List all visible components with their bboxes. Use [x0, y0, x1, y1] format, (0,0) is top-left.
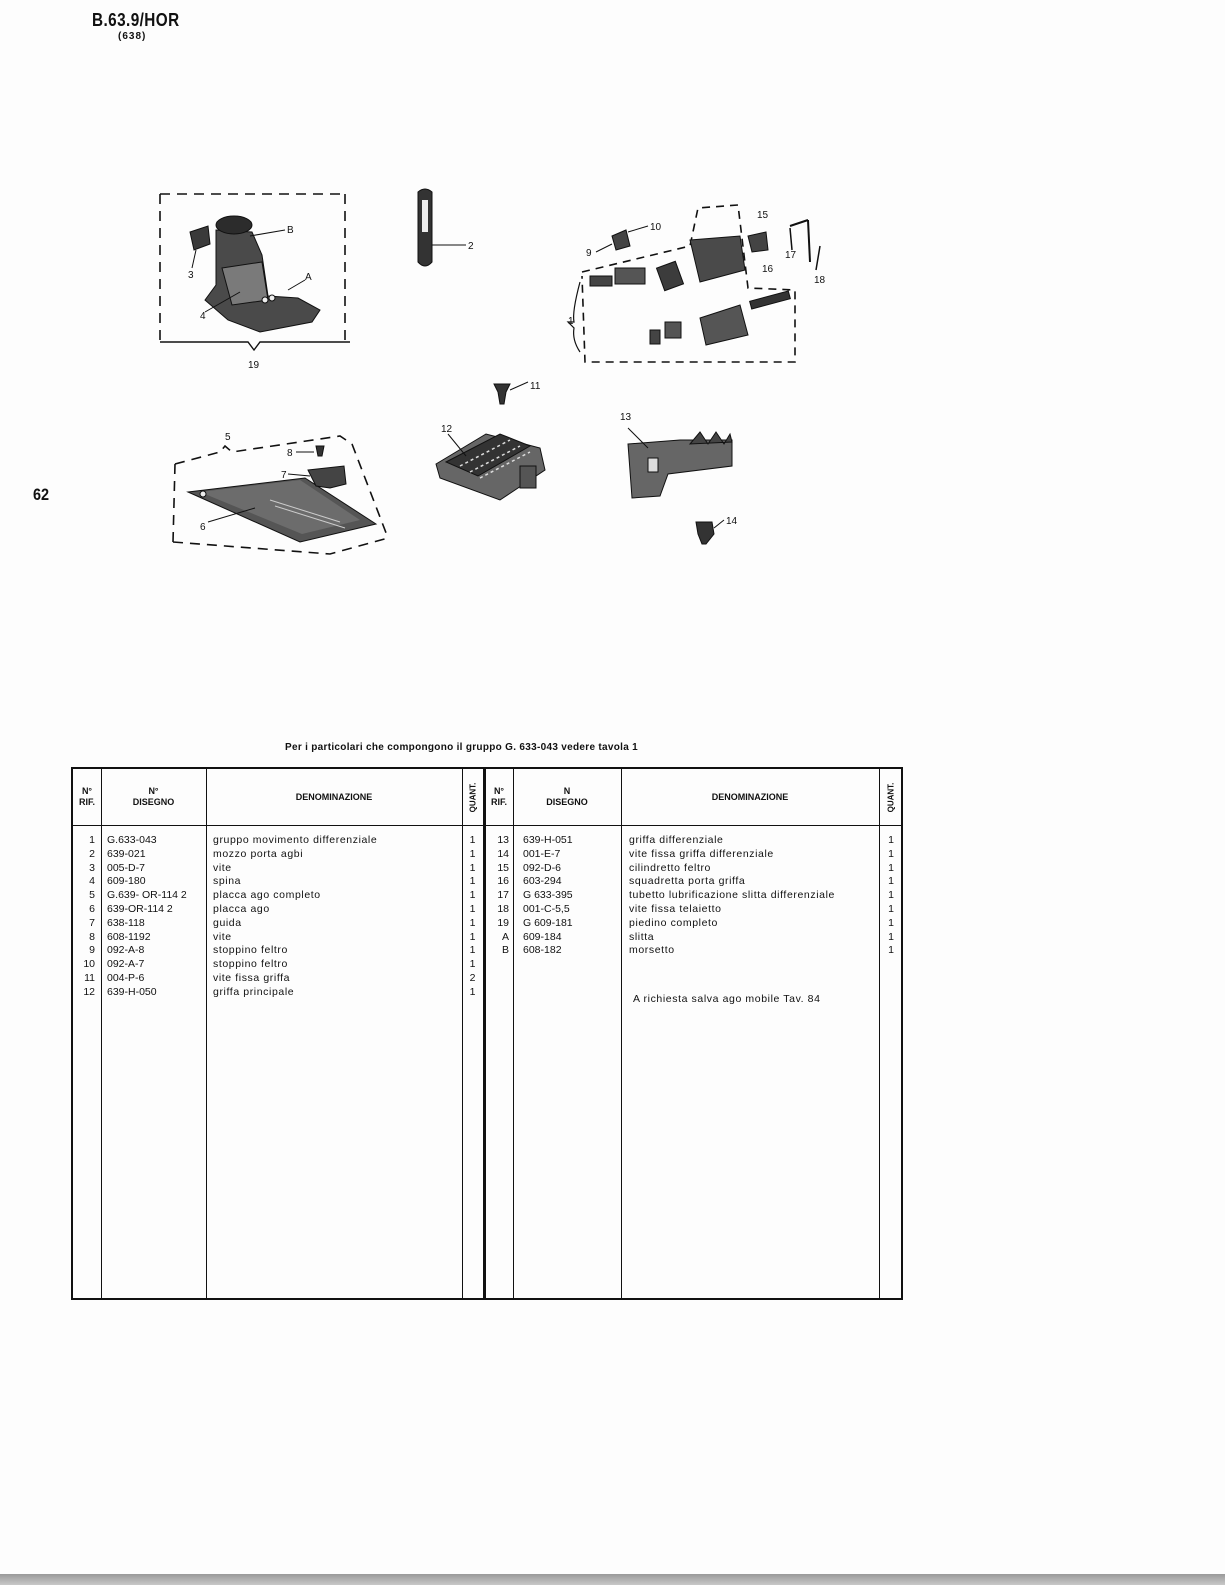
header-disegno-line2: DISEGNO	[546, 797, 588, 807]
cell-qty: 1	[469, 847, 476, 860]
callout-A: A	[305, 272, 312, 283]
callout-16: 16	[762, 264, 774, 275]
cell-desc: slitta	[629, 930, 655, 943]
table-note: Per i particolari che compongono il gruppo G. 633-043 vedere tavola 1	[285, 742, 639, 753]
cell-disegno: 001-C-5,5	[523, 903, 570, 915]
differential-movement-assembly	[568, 205, 820, 362]
header-disegno-line1: N°	[148, 786, 159, 796]
cell-desc: vite fissa griffa differenziale	[629, 847, 774, 860]
callout-7: 7	[281, 470, 287, 481]
cell-rif: 14	[497, 847, 509, 860]
cell-desc: tubetto lubrificazione slitta differenziale	[629, 889, 835, 902]
cell-qty: 1	[888, 889, 894, 902]
header-denominazione-left	[206, 769, 462, 825]
cell-desc: griffa differenziale	[629, 834, 724, 846]
cell-rif: 4	[89, 875, 95, 888]
header-denominazione-right	[621, 769, 879, 825]
extra-note: A richiesta salva ago mobile Tav. 84	[633, 993, 821, 1005]
header-denominazione-text: DENOMINAZIONE	[295, 791, 373, 802]
callout-14: 14	[726, 516, 738, 527]
cell-rif: 15	[497, 861, 509, 874]
cell-disegno: 092-A-8	[107, 944, 145, 957]
cell-rif: 12	[83, 985, 95, 998]
header-rif-line2: RIF.	[490, 797, 507, 807]
header-disegno-line2: DISEGNO	[132, 797, 175, 807]
cell-desc: vite	[213, 930, 232, 943]
cell-desc: griffa principale	[213, 985, 295, 998]
cell-desc: placca ago completo	[213, 889, 321, 902]
cell-disegno: 639-H-050	[107, 985, 157, 998]
cell-desc: vite	[213, 861, 232, 874]
cell-rif: B	[501, 944, 509, 957]
cell-rif: 10	[83, 958, 95, 971]
header-rif-line2: RIF.	[78, 797, 95, 807]
cell-qty: 1	[469, 861, 476, 874]
cell-rif: 5	[89, 889, 95, 902]
cell-rif: 16	[497, 875, 509, 888]
cell-disegno: 608-182	[523, 944, 562, 957]
cell-qty: 1	[469, 834, 476, 846]
header-disegno-right	[513, 769, 621, 825]
cell-desc: vite fissa telaietto	[629, 903, 722, 915]
callout-10: 10	[650, 222, 662, 233]
needle-holder-part	[418, 189, 466, 266]
cell-disegno: 639-021	[107, 847, 146, 860]
header-rif-right	[485, 769, 513, 825]
callout-1: 1	[568, 316, 574, 327]
cell-desc: gruppo movimento differenziale	[213, 834, 378, 846]
header-rif-left	[73, 769, 101, 825]
differential-screw-part	[696, 520, 724, 544]
cell-disegno: 609-184	[523, 930, 562, 943]
cell-rif: 1	[89, 834, 95, 846]
cell-qty: 1	[469, 903, 476, 915]
model-code: B.63.9/HOR	[92, 10, 180, 30]
cell-disegno: 639-OR-114 2	[107, 903, 173, 915]
cell-disegno: 608-1192	[107, 930, 151, 943]
cell-desc: mozzo porta agbi	[213, 847, 304, 860]
cell-qty: 1	[469, 985, 476, 998]
cell-rif: 11	[84, 972, 95, 984]
cell-qty: 1	[888, 847, 894, 860]
callout-17: 17	[785, 250, 797, 261]
cell-rif: 9	[89, 944, 95, 957]
cell-desc: vite fissa griffa	[213, 972, 291, 984]
cell-disegno: 092-D-6	[523, 861, 561, 874]
callout-9: 9	[586, 248, 592, 259]
cell-desc: guida	[213, 916, 242, 929]
cell-rif: 19	[497, 916, 509, 929]
cell-qty: 1	[469, 958, 476, 971]
header-divider	[73, 825, 901, 826]
callout-3: 3	[188, 270, 194, 281]
callout-5: 5	[225, 432, 231, 443]
header-rif-line1: N°	[493, 786, 505, 796]
cell-qty: 1	[469, 930, 476, 943]
header-quant-left	[462, 773, 483, 821]
cell-disegno: 001-E-7	[523, 847, 561, 860]
callout-2: 2	[468, 241, 474, 252]
parts-diagram	[0, 0, 1225, 700]
cell-rif: 7	[89, 916, 95, 929]
cell-rif: 18	[497, 903, 509, 915]
cell-desc: placca ago	[213, 903, 270, 915]
callout-12: 12	[441, 424, 453, 435]
cell-disegno: G 633-395	[523, 889, 573, 902]
scan-edge-bar	[0, 1574, 1225, 1585]
cell-disegno: G.639- OR-114 2	[107, 889, 187, 902]
cell-disegno: 005-D-7	[107, 861, 145, 874]
cell-disegno: 639-H-051	[523, 834, 573, 846]
cell-desc: squadretta porta griffa	[629, 875, 746, 888]
cell-disegno: 603-294	[523, 875, 562, 888]
cell-desc: stoppino feltro	[213, 958, 288, 971]
cell-qty: 1	[469, 875, 476, 888]
cell-qty: 2	[469, 972, 476, 984]
cell-qty: 1	[469, 944, 476, 957]
cell-qty: 1	[888, 875, 894, 888]
cell-disegno: 609-180	[107, 875, 146, 888]
cell-desc: morsetto	[629, 944, 675, 957]
differential-feed-dog-part	[628, 428, 732, 498]
cell-qty: 1	[888, 916, 894, 929]
callout-19: 19	[248, 360, 260, 371]
header-rif-line1: N°	[81, 786, 93, 796]
callout-11: 11	[530, 381, 541, 392]
cell-qty: 1	[888, 930, 894, 943]
callout-B: B	[287, 225, 294, 236]
cell-disegno: 004-P-6	[107, 972, 145, 984]
cell-qty: 1	[469, 916, 476, 929]
cell-qty: 1	[888, 861, 894, 874]
callout-6: 6	[200, 522, 206, 533]
callout-8: 8	[287, 448, 293, 459]
cell-desc: stoppino feltro	[213, 944, 288, 957]
callout-15: 15	[757, 210, 769, 221]
model-subcode: (638)	[118, 31, 147, 42]
page-number: 62	[33, 485, 50, 504]
cell-qty: 1	[888, 944, 894, 957]
cell-rif: 6	[89, 903, 95, 915]
cell-qty: 1	[469, 889, 476, 902]
cell-rif: 13	[497, 834, 509, 846]
callout-18: 18	[814, 275, 826, 286]
cell-desc: spina	[213, 875, 242, 888]
cell-disegno: G.633-043	[107, 834, 157, 846]
col-divider	[621, 769, 622, 1298]
col-divider	[101, 769, 102, 1298]
cell-desc: piedino completo	[629, 916, 718, 929]
cell-disegno: 638-118	[107, 916, 145, 929]
cell-rif: 17	[497, 889, 509, 902]
callout-13: 13	[620, 412, 632, 423]
col-divider	[513, 769, 514, 1298]
cell-qty: 1	[888, 903, 894, 915]
header-quant-text: QUANT.	[886, 782, 896, 812]
cell-disegno: G 609-181	[523, 916, 573, 929]
cell-rif: 3	[89, 861, 95, 874]
callout-4: 4	[200, 311, 206, 322]
cell-desc: cilindretto feltro	[629, 861, 711, 874]
header-disegno-left	[101, 769, 206, 825]
cell-disegno: 092-A-7	[107, 958, 145, 971]
header-disegno-line1: N	[563, 786, 571, 796]
header-denominazione-text: DENOMINAZIONE	[711, 791, 789, 802]
cell-rif: 8	[89, 930, 95, 943]
griffa-screw-part	[494, 382, 528, 404]
cell-rif: 2	[89, 847, 95, 860]
cell-rif: A	[501, 930, 509, 943]
header-quant-right	[879, 773, 903, 821]
header-quant-text: QUANT.	[468, 782, 477, 812]
cell-qty: 1	[888, 834, 894, 846]
needle-plate-assembly	[173, 436, 388, 554]
parts-table	[71, 767, 903, 1300]
main-feed-dog-part	[436, 434, 545, 500]
